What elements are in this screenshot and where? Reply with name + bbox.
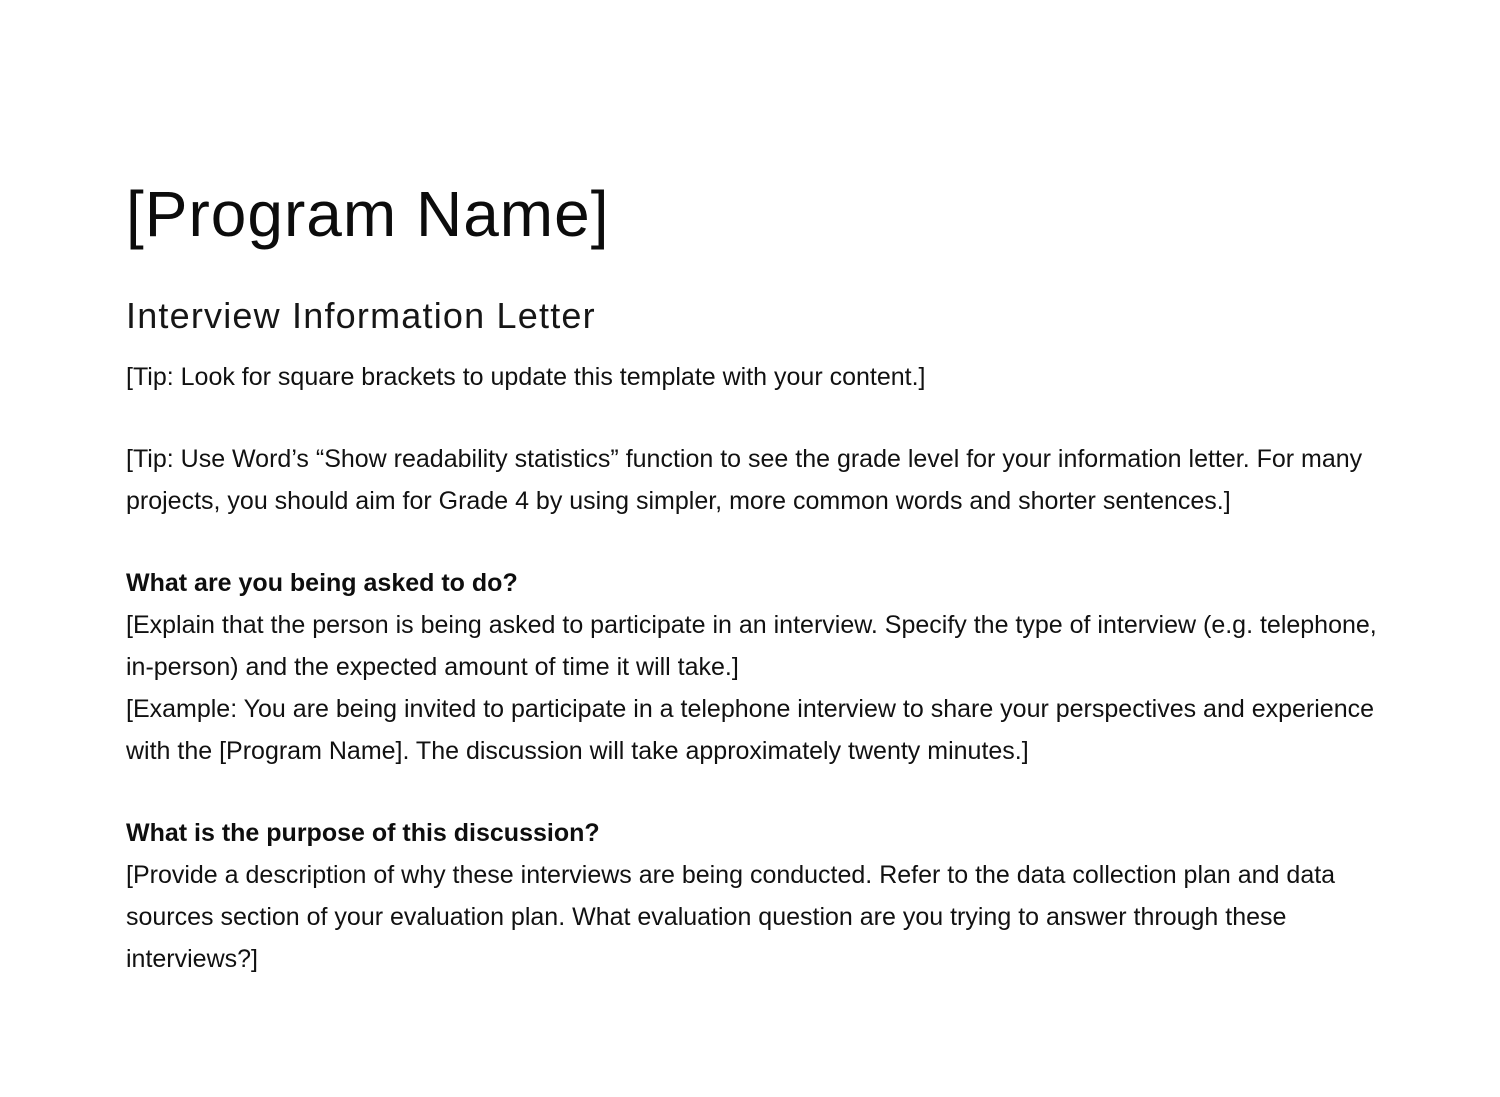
section-heading: What is the purpose of this discussion? — [126, 819, 600, 847]
document-body — [126, 172, 1391, 980]
document-subtitle: Interview Information Letter — [126, 295, 596, 336]
example-paragraph: [Example: You are being invited to participate in a telephone interview to share your perspectives and experience with the [Program Name]. The discussion will take approximately twenty minutes.] — [126, 695, 1374, 765]
section-asked-to-do — [126, 562, 1391, 772]
section-purpose — [126, 812, 1391, 980]
section-paragraph: [Explain that the person is being asked to participate in an interview. Specify the type of interview (e.g. telephone, in-person) and the expected amount of time it will take.] — [126, 611, 1377, 681]
document-title: [Program Name] — [126, 178, 610, 250]
tip-paragraph: [Tip: Look for square brackets to update this template with your content.] — [126, 363, 926, 391]
section-heading: What are you being asked to do? — [126, 569, 518, 597]
section-paragraph: [Provide a description of why these interviews are being conducted. Refer to the data collection plan and data sources section of your evaluation plan. What evaluation question are you trying to answer through these interviews?] — [126, 861, 1336, 973]
tip-paragraph: [Tip: Use Word’s “Show readability statistics” function to see the grade level for your information letter. For many projects, you should aim for Grade 4 by using simpler, more common words and shorter sentences.] — [126, 445, 1363, 515]
